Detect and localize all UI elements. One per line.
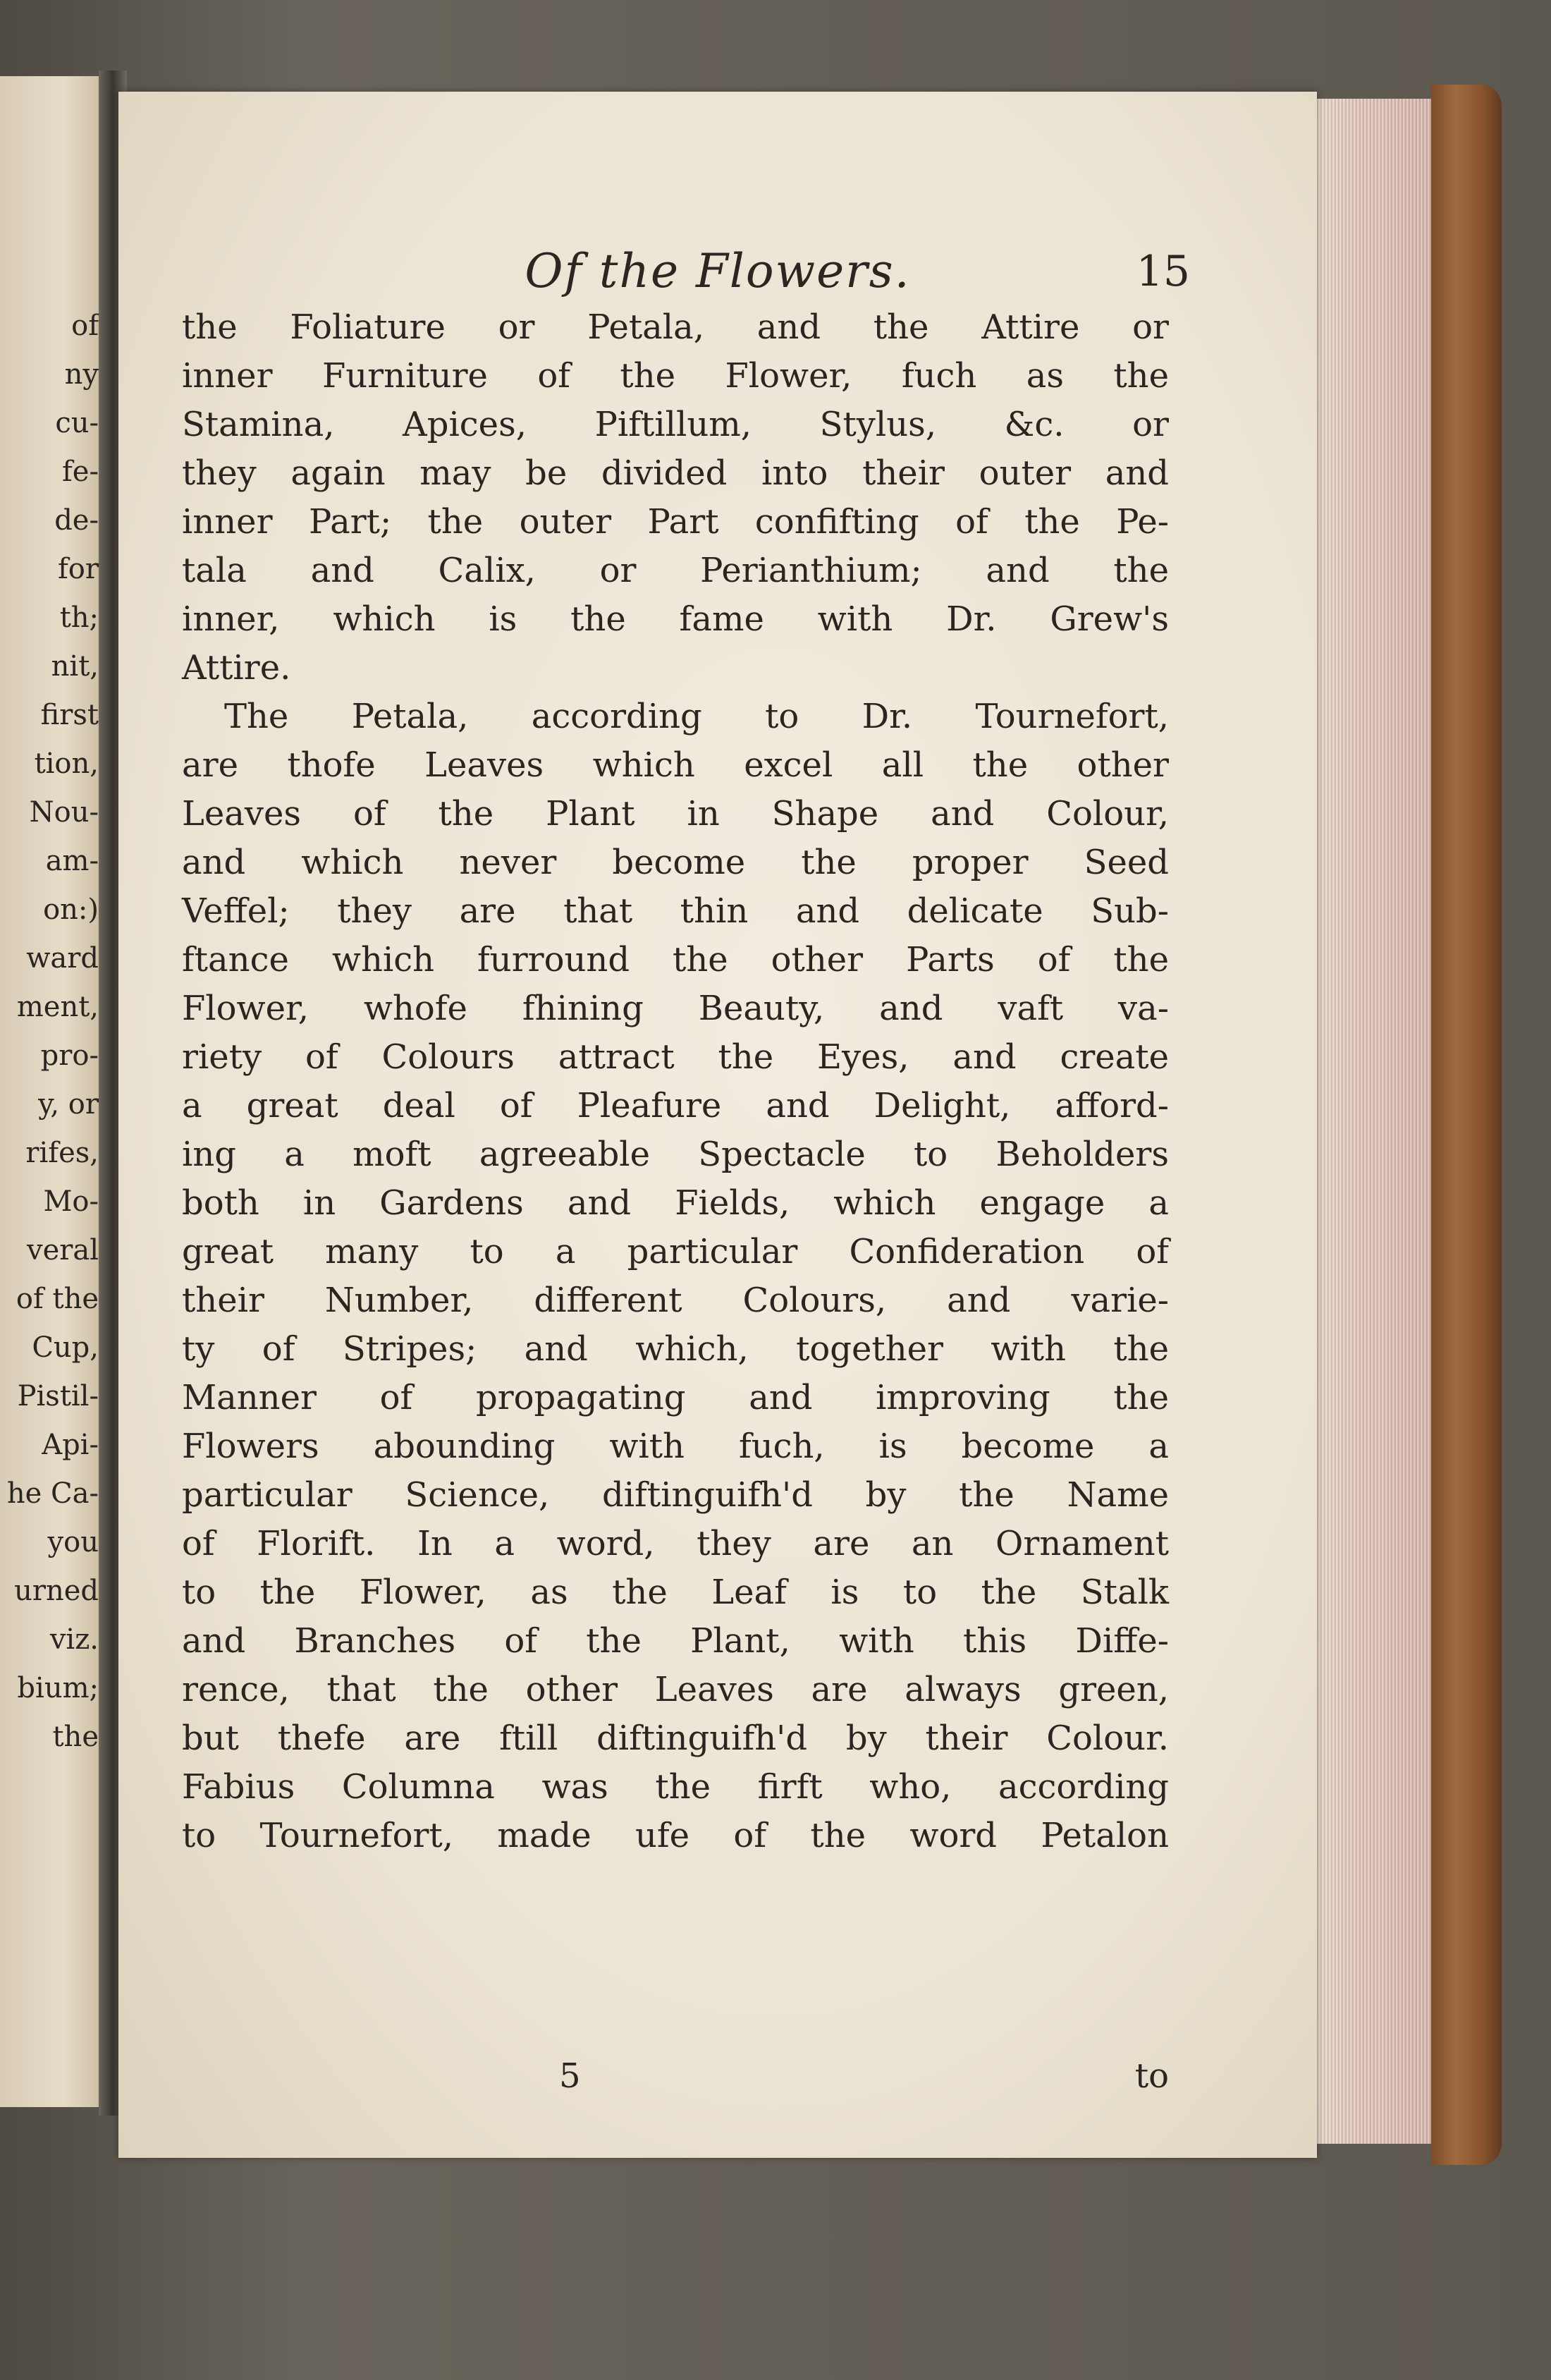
left-fragment: fe-	[62, 456, 99, 488]
text-line: the Foliature or Petala, and the Attire or	[182, 307, 1169, 347]
left-fragment: you	[47, 1526, 99, 1558]
text-line: ty of Stripes; and which, together with the	[182, 1329, 1169, 1369]
text-line: Flower, whofe fhining Beauty, and vaft va-	[182, 989, 1169, 1028]
text-line: great many to a particular Confideration of	[182, 1232, 1169, 1271]
text-line: particular Science, diftinguifh'd by the Name	[182, 1475, 1169, 1515]
left-fragment: nit,	[51, 650, 99, 683]
running-title: Of the Flowers.	[525, 244, 911, 298]
left-fragment: pro-	[40, 1039, 99, 1072]
text-line: to the Flower, as the Leaf is to the Stalk	[182, 1573, 1169, 1612]
page-footer	[182, 2052, 1169, 2101]
left-fragment: urned	[14, 1575, 99, 1607]
text-line: The Petala, according to Dr. Tournefort,	[224, 697, 1169, 736]
text-line: of Florift. In a word, they are an Ornament	[182, 1524, 1169, 1563]
running-head	[175, 240, 1261, 303]
left-fragment: Api-	[42, 1429, 99, 1461]
left-fragment: he Ca-	[6, 1477, 99, 1510]
left-fragment: Cup,	[32, 1331, 99, 1364]
text-line: their Number, different Colours, and varie-	[182, 1281, 1169, 1320]
body-text	[182, 303, 1169, 1860]
text-line: ing a moft agreeable Spectacle to Beholders	[182, 1135, 1169, 1174]
text-line: riety of Colours attract the Eyes, and create	[182, 1037, 1169, 1077]
catchword: to	[1134, 2056, 1169, 2096]
text-line: to Tournefort, made ufe of the word Petalon	[182, 1816, 1169, 1855]
fore-edge-of-pages	[1311, 99, 1438, 2144]
text-line: Leaves of the Plant in Shape and Colour,	[182, 794, 1169, 834]
leather-binding	[1431, 85, 1502, 2165]
left-facing-page-edge	[0, 76, 106, 2107]
text-line: but thefe are ftill diftinguifh'd by their Colour.	[182, 1719, 1169, 1758]
text-line: inner, which is the fame with Dr. Grew's	[182, 599, 1169, 639]
text-line: both in Gardens and Fields, which engage a	[182, 1183, 1169, 1223]
left-fragment: of the	[16, 1283, 99, 1315]
text-line: Fabius Columna was the firft who, according	[182, 1767, 1169, 1807]
left-fragment: tion,	[34, 747, 99, 780]
left-fragment: for	[57, 553, 99, 585]
text-line: and Branches of the Plant, with this Diffe-	[182, 1621, 1169, 1661]
text-line: tala and Calix, or Perianthium; and the	[182, 551, 1169, 590]
text-line: inner Furniture of the Flower, fuch as the	[182, 356, 1169, 396]
text-line: and which never become the proper Seed	[182, 843, 1169, 882]
page-number: 15	[1136, 247, 1190, 296]
left-fragment: veral	[26, 1234, 99, 1267]
left-fragment: on:)	[43, 893, 99, 926]
text-line: ftance which furround the other Parts of the	[182, 940, 1169, 980]
text-line: are thofe Leaves which excel all the other	[182, 745, 1169, 785]
left-fragment: am-	[45, 845, 99, 877]
left-fragment: ny	[64, 358, 99, 391]
left-fragment: Mo-	[43, 1185, 99, 1218]
right-page	[118, 92, 1317, 2158]
left-fragment: ward	[26, 942, 99, 975]
left-fragment: th;	[59, 602, 99, 634]
left-fragment: cu-	[55, 407, 99, 439]
text-line: rence, that the other Leaves are always green,	[182, 1670, 1169, 1709]
left-fragment: rifes,	[25, 1137, 99, 1169]
text-line: Flowers abounding with fuch, is become a	[182, 1427, 1169, 1466]
text-line: they again may be divided into their outer and	[182, 453, 1169, 493]
text-line: a great deal of Pleafure and Delight, afford-	[182, 1086, 1169, 1125]
left-fragment: de-	[54, 504, 99, 537]
left-fragment: the	[52, 1721, 99, 1753]
text-line: Manner of propagating and improving the	[182, 1378, 1169, 1417]
text-line: Attire.	[182, 648, 291, 688]
left-fragment: Pistil-	[17, 1380, 99, 1412]
signature-mark: 5	[559, 2056, 581, 2096]
text-line: Veffel; they are that thin and delicate Sub-	[182, 891, 1169, 931]
left-fragment: of	[71, 310, 99, 342]
left-fragment: y, or	[38, 1088, 99, 1121]
left-fragment: bium;	[17, 1672, 99, 1704]
text-line: inner Part; the outer Part confifting of the Pe-	[182, 502, 1169, 542]
left-page-text-fragments	[0, 302, 106, 1762]
text-line: Stamina, Apices, Piftillum, Stylus, &c. or	[182, 405, 1169, 444]
left-fragment: viz.	[49, 1623, 99, 1656]
left-fragment: first	[40, 699, 99, 731]
left-fragment: Nou-	[29, 796, 99, 829]
left-fragment: ment,	[16, 991, 99, 1023]
